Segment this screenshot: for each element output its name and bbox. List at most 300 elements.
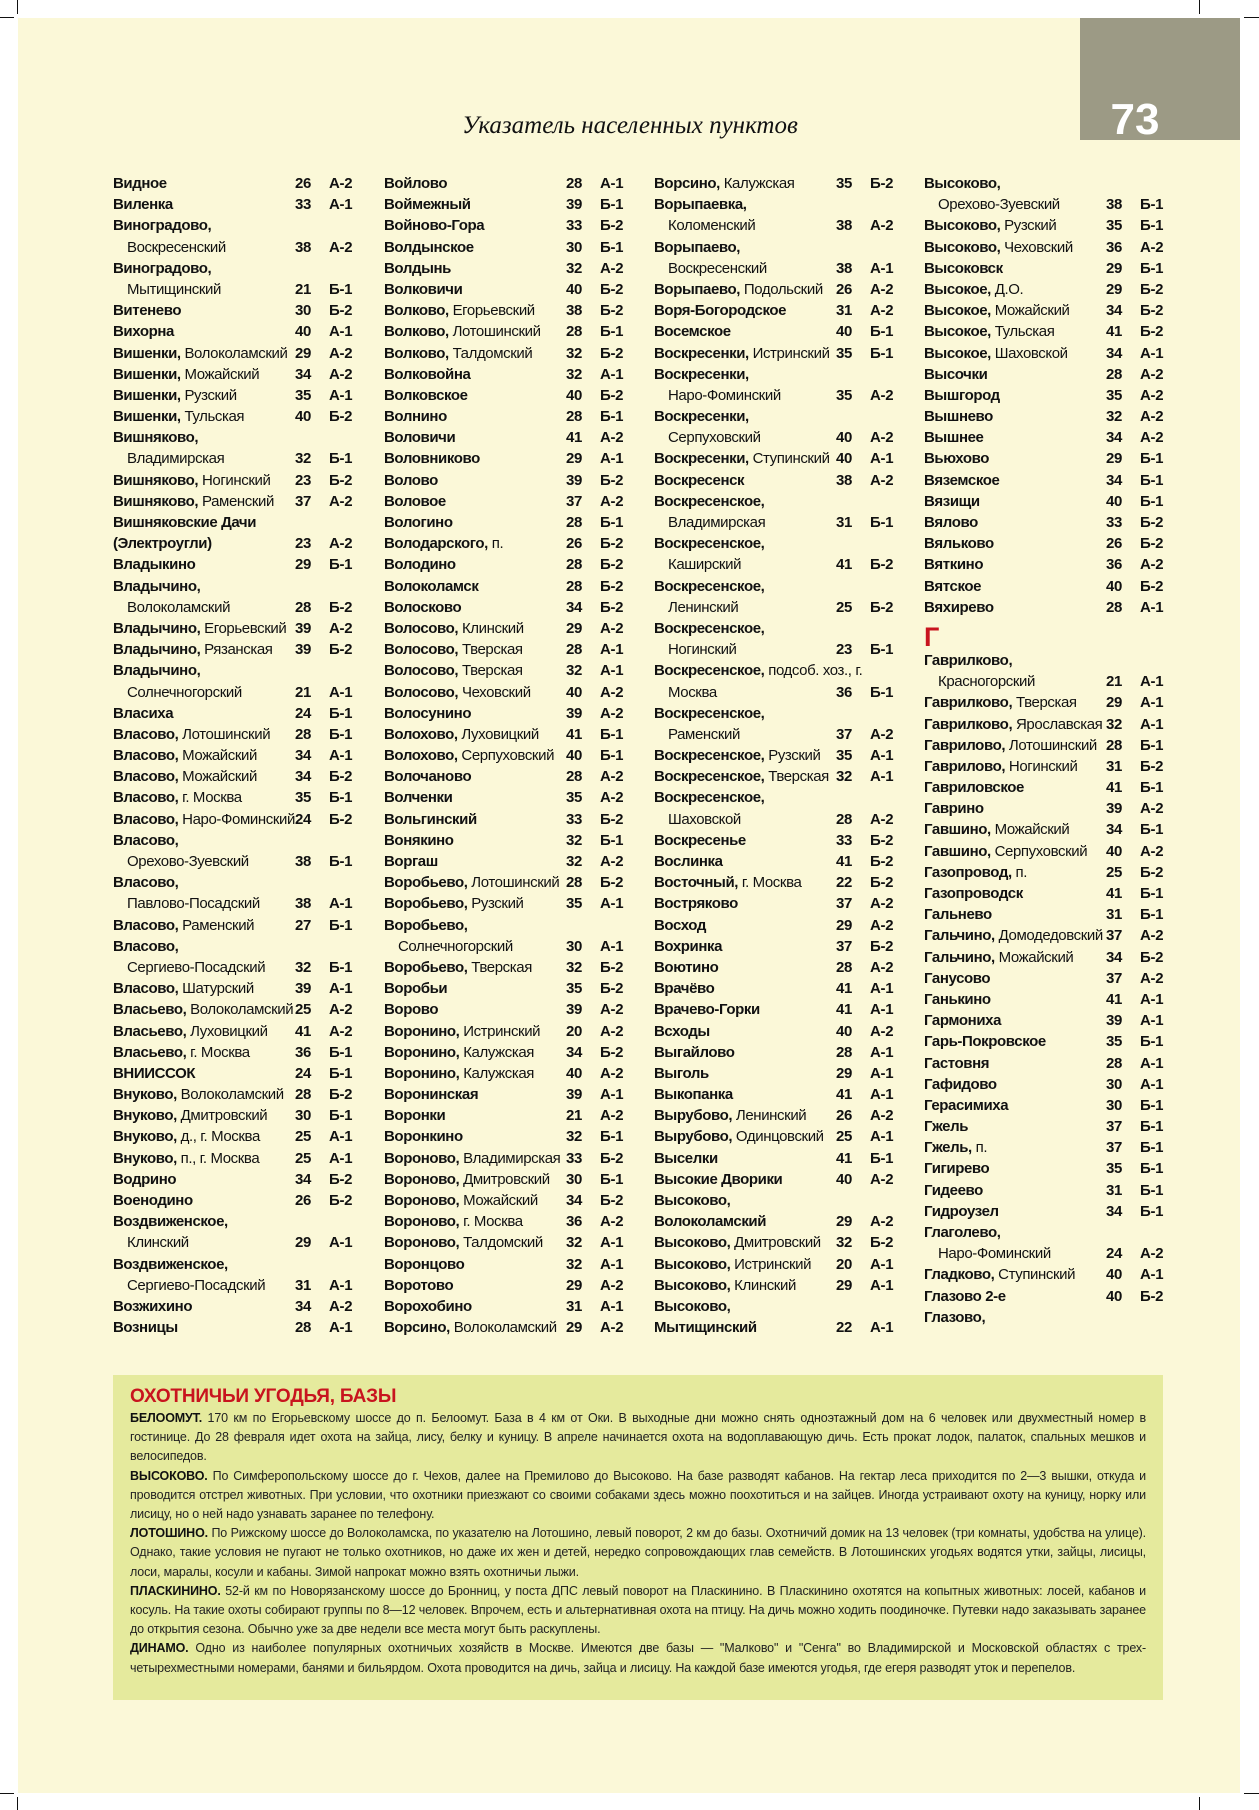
entry-name [384, 830, 566, 851]
grid-square: А-2 [329, 492, 353, 510]
map-page: 26 [836, 280, 853, 298]
map-page: 32 [566, 259, 583, 277]
grid-square: А-2 [1140, 1245, 1164, 1263]
index-entry [384, 978, 640, 999]
map-page: 37 [1106, 927, 1123, 945]
district-name: Подольский [743, 280, 823, 298]
index-entry [384, 1232, 640, 1253]
index-entry [654, 1190, 910, 1211]
grid-square: Б-1 [870, 641, 894, 659]
place-name: Газопроводск [924, 885, 1023, 902]
district-name: подсоб. хоз., г. [768, 662, 863, 680]
grid-square: Б-1 [870, 323, 894, 341]
index-entry [113, 470, 369, 491]
entry-name [924, 321, 1106, 342]
entry-name [113, 576, 295, 597]
district-name: Рузский [1004, 217, 1057, 235]
index-entry [654, 1296, 910, 1317]
entry-name [384, 766, 566, 787]
index-entry [924, 819, 1180, 840]
place-name: Вяземское [924, 471, 1000, 489]
index-entry [384, 406, 640, 427]
district-name: Лотошинский [182, 725, 271, 743]
entry-name [384, 915, 566, 936]
entry-name [924, 1074, 1106, 1095]
entry-name [924, 1222, 1106, 1243]
entry-name [654, 1190, 836, 1211]
place-name: Вологино [384, 514, 453, 531]
index-entry [654, 215, 910, 236]
map-page: 38 [836, 471, 853, 489]
entry-name [384, 1232, 566, 1253]
entry-name [384, 1254, 566, 1275]
map-page: 31 [836, 302, 853, 320]
index-entry [654, 978, 910, 999]
place-name: Мытищинский [654, 1319, 757, 1337]
grid-square: А-1 [600, 365, 624, 383]
map-page: 25 [836, 598, 853, 616]
map-page: 40 [1106, 1287, 1123, 1305]
place-name: Воютино [654, 958, 719, 976]
place-name: Глазово 2-е [924, 1287, 1006, 1305]
map-page: 32 [566, 365, 583, 383]
map-page: 23 [295, 471, 312, 489]
grid-square: А-2 [1140, 800, 1164, 818]
hunting-item-name: ДИНАМО. [130, 1641, 189, 1656]
grid-square: Б-1 [329, 853, 353, 870]
grid-square: А-1 [870, 1086, 894, 1104]
grid-square: А-1 [1140, 694, 1164, 712]
index-entry [113, 936, 369, 957]
map-page: 41 [836, 556, 853, 574]
map-page: 35 [295, 386, 312, 404]
index-entry [924, 841, 1180, 862]
entry-name [113, 745, 295, 766]
entry-name [384, 1190, 566, 1211]
place-name: Власово, [113, 725, 179, 743]
grid-square: Б-1 [1140, 1118, 1164, 1136]
grid-square: А-2 [870, 1022, 894, 1040]
district-name: Истринский [463, 1022, 541, 1040]
index-entry [113, 1169, 369, 1190]
index-entry [924, 597, 1180, 618]
place-name: Высокое, [924, 323, 991, 341]
grid-square: Б-1 [1140, 471, 1164, 489]
map-page: 33 [836, 831, 853, 849]
index-entry [113, 618, 369, 639]
place-name: Воскресенки, [654, 450, 749, 468]
map-page: 24 [1106, 1245, 1123, 1263]
map-page: 21 [566, 1107, 583, 1125]
grid-square: А-2 [1140, 429, 1164, 447]
district-name: Шаховской [668, 810, 741, 828]
index-column-1 [113, 173, 369, 1338]
grid-square: А-2 [1140, 386, 1164, 404]
place-name: Воскресенки, [654, 365, 749, 383]
index-entry [924, 279, 1180, 300]
place-name: Возжихино [113, 1297, 193, 1315]
map-page: 33 [1106, 514, 1123, 531]
entry-name [654, 1063, 836, 1084]
district-name: Павлово-Посадский [127, 895, 260, 913]
map-page: 40 [1106, 577, 1123, 595]
place-name: Воробьево, [384, 958, 468, 976]
index-entry [924, 533, 1180, 554]
place-name: Воронинская [384, 1086, 479, 1104]
map-page: 31 [566, 1297, 583, 1315]
grid-square: Б-2 [600, 556, 624, 574]
district-name: Истринский [734, 1255, 812, 1273]
grid-square: Б-1 [329, 916, 353, 934]
grid-square: А-1 [329, 1276, 353, 1294]
entry-name [924, 279, 1106, 300]
map-page: 39 [295, 980, 312, 998]
map-page: 41 [836, 1086, 853, 1104]
index-entry [924, 470, 1180, 491]
entry-name [384, 300, 566, 321]
map-page: 22 [836, 1319, 853, 1337]
entry-name [384, 194, 566, 215]
place-name: Воронино, [384, 1022, 460, 1040]
crop-mark [1199, 0, 1200, 14]
index-entry [384, 787, 640, 808]
district-name: Одинцовский [735, 1128, 824, 1146]
grid-square: А-1 [1140, 598, 1164, 616]
grid-square: Б-2 [329, 471, 353, 489]
map-page: 36 [1106, 238, 1123, 256]
index-entry [924, 300, 1180, 321]
index-entry [924, 364, 1180, 385]
grid-square: Б-2 [870, 937, 894, 955]
index-entry [113, 385, 369, 406]
index-entry [113, 1254, 369, 1275]
entry-name [924, 650, 1106, 671]
place-name: Волосово, [384, 662, 459, 680]
place-name: Гальчино, [924, 927, 995, 945]
place-name: Володарского, [384, 535, 488, 553]
place-name: Власьево, [113, 1022, 187, 1040]
map-page: 37 [1106, 969, 1123, 987]
hunting-item-text: По Рижскому шоссе до Волоколамска, по указателю на Лотошино, левый поворот, 2 км до базы. Охотничий домик на 13 человек (три комнаты, удобства на улице). Однако, такие условия не пугают не только охотников, но даже их жен и детей, нередко сопровождающих глав семейств. В Лотошинских угодьях водятся утки, зайцы, лисицы, лоси, маралы, косули и кабаны. Зимой напрокат можно взять охотничьи лыжи. [130, 1526, 1146, 1579]
index-entry [924, 714, 1180, 735]
map-page: 30 [566, 937, 583, 955]
entry-name [127, 851, 309, 872]
index-entry [384, 766, 640, 787]
district-name: п., г. Москва [180, 1149, 260, 1167]
grid-square: А-2 [600, 704, 624, 722]
district-name: Луховицкий [190, 1022, 268, 1040]
district-name: Раменский [182, 916, 255, 934]
index-entry [113, 491, 369, 512]
place-name: Ворово [384, 1001, 439, 1019]
place-name: Володино [384, 556, 456, 574]
grid-square: А-2 [1140, 238, 1164, 256]
index-entry [654, 1169, 910, 1190]
place-name: Власьево, [113, 1001, 187, 1019]
grid-square: Б-2 [1140, 948, 1164, 966]
index-entry [654, 427, 910, 448]
index-entry [384, 1042, 640, 1063]
place-name: Волнино [384, 408, 447, 426]
map-page: 34 [1106, 821, 1123, 839]
entry-name [654, 978, 836, 999]
district-name: Можайский [463, 1192, 538, 1209]
index-entry [384, 343, 640, 364]
index-entry [113, 512, 369, 533]
map-page: 38 [295, 853, 312, 870]
entry-name [384, 512, 566, 533]
district-name: Егорьевский [204, 619, 287, 637]
index-entry [924, 1158, 1180, 1179]
grid-square: Б-1 [600, 747, 624, 765]
grid-square: А-2 [329, 619, 353, 637]
grid-square: А-1 [600, 662, 624, 680]
place-name: Вослинка [654, 853, 723, 870]
index-entry [654, 915, 910, 936]
district-name: Волоколамский [127, 598, 231, 616]
place-name: Высоково, [654, 1297, 731, 1315]
grid-square: Б-1 [600, 408, 624, 426]
place-name: Воргаш [384, 853, 438, 870]
entry-name [113, 1254, 295, 1275]
map-page: 41 [836, 853, 853, 870]
district-name: Тверская [461, 641, 523, 659]
grid-square: А-2 [600, 1107, 624, 1125]
index-entry [924, 173, 1180, 194]
index-entry [654, 957, 910, 978]
district-name: Наро-Фоминский [938, 1245, 1051, 1263]
district-name: Москва [668, 683, 717, 701]
hunting-item-name: ЛОТОШИНО. [130, 1526, 208, 1541]
district-name: Коломенский [668, 217, 756, 235]
grid-square: Б-2 [600, 280, 624, 298]
map-page: 20 [566, 1022, 583, 1040]
entry-name [384, 1296, 566, 1317]
map-page: 29 [566, 450, 583, 468]
entry-name [113, 999, 295, 1020]
place-name: Возницы [113, 1319, 178, 1337]
place-name: Волдынь [384, 259, 451, 277]
place-name: Вихорна [113, 323, 174, 341]
index-entry [384, 194, 640, 215]
grid-square: Б-2 [870, 831, 894, 849]
index-entry [654, 809, 910, 830]
map-page: 36 [1106, 556, 1123, 574]
index-entry [654, 385, 910, 406]
place-name: Ганусово [924, 969, 991, 987]
map-page: 30 [566, 238, 583, 256]
index-entry [654, 851, 910, 872]
grid-square: Б-2 [1140, 535, 1164, 553]
district-name: Тверская [471, 958, 532, 976]
entry-name [924, 1116, 1106, 1137]
map-page: 41 [836, 1001, 853, 1019]
district-name: Каширский [668, 556, 742, 574]
map-page: 23 [295, 535, 312, 553]
place-name: Воротово [384, 1276, 454, 1294]
grid-square: А-1 [600, 937, 624, 955]
map-page: 30 [566, 1170, 583, 1188]
entry-name [924, 427, 1106, 448]
index-entry [654, 618, 910, 639]
index-entry [654, 343, 910, 364]
index-entry [384, 872, 640, 893]
map-page: 28 [836, 1043, 853, 1061]
entry-name [654, 703, 836, 724]
place-name: Волосово, [384, 641, 459, 659]
district-name: Рязанская [204, 641, 273, 659]
grid-square: А-2 [1140, 842, 1164, 860]
map-page: 29 [836, 1213, 853, 1231]
place-name: Вороново, [384, 1192, 460, 1209]
grid-square: Б-1 [870, 514, 894, 531]
district-name: Можайский [184, 365, 260, 383]
district-name: Тульская [994, 323, 1055, 341]
grid-square: А-1 [1140, 344, 1164, 362]
map-page: 30 [295, 1107, 312, 1125]
grid-square: А-1 [600, 450, 624, 468]
index-entry [654, 470, 910, 491]
map-page: 28 [295, 725, 312, 743]
map-page: 32 [295, 450, 312, 468]
index-entry [113, 427, 369, 448]
grid-square: Б-1 [870, 1149, 894, 1167]
grid-square: Б-2 [870, 874, 894, 892]
grid-square: Б-1 [329, 789, 353, 807]
entry-name [384, 893, 566, 914]
grid-square: А-1 [1140, 1075, 1164, 1093]
entry-name [113, 364, 295, 385]
map-page: 39 [295, 619, 312, 637]
place-name: Высокое, [924, 280, 991, 298]
grid-square: А-1 [1140, 715, 1164, 733]
grid-square: А-1 [329, 1234, 353, 1252]
index-entry [384, 533, 640, 554]
grid-square: Б-2 [1140, 280, 1164, 298]
entry-name [113, 512, 295, 533]
grid-square: Б-1 [600, 196, 624, 214]
index-entry [924, 554, 1180, 575]
index-entry [924, 258, 1180, 279]
entry-name [654, 660, 863, 681]
grid-square: Б-1 [600, 323, 624, 341]
index-entry [654, 1105, 910, 1126]
district-name: Калужская [723, 175, 795, 192]
map-page: 28 [566, 408, 583, 426]
place-name: Воробьево, [384, 916, 468, 934]
index-entry [924, 798, 1180, 819]
place-name: Вырубово, [654, 1128, 733, 1146]
district-name: Ногинский [668, 641, 737, 659]
crop-mark [1244, 17, 1259, 18]
grid-square: А-1 [1140, 1266, 1164, 1284]
district-name: Орехово-Зуевский [938, 196, 1060, 214]
index-entry [384, 470, 640, 491]
index-entry [654, 279, 910, 300]
index-entry [113, 321, 369, 342]
index-entry [924, 1031, 1180, 1052]
index-entry [654, 1063, 910, 1084]
place-name: Вишенки, [113, 344, 181, 362]
map-page: 28 [566, 323, 583, 341]
place-name: Гавриловское [924, 779, 1024, 797]
map-page: 37 [1106, 1118, 1123, 1136]
map-page: 28 [295, 1319, 312, 1337]
index-entry [384, 999, 640, 1020]
place-name: Гавшино, [924, 821, 991, 839]
entry-name [668, 597, 850, 618]
map-page: 32 [566, 853, 583, 870]
entry-name [384, 279, 566, 300]
map-page: 40 [836, 1022, 853, 1040]
place-name: Гальнево [924, 906, 992, 924]
grid-square: Б-2 [1140, 863, 1164, 881]
entry-name [924, 533, 1106, 554]
grid-square: Б-1 [329, 725, 353, 743]
place-name: Высокое, [924, 302, 991, 320]
grid-square: Б-1 [1140, 1096, 1164, 1114]
entry-name [127, 237, 309, 258]
grid-square: Б-1 [1140, 492, 1164, 510]
map-page: 28 [836, 810, 853, 828]
map-page: 41 [1106, 885, 1123, 902]
map-page: 32 [295, 958, 312, 976]
place-name: Высоково, [654, 1255, 731, 1273]
map-page: 37 [836, 725, 853, 743]
index-entry [654, 300, 910, 321]
grid-square: А-1 [870, 259, 894, 277]
grid-square: А-1 [329, 980, 353, 998]
grid-square: Б-2 [600, 217, 624, 235]
index-entry [384, 1021, 640, 1042]
index-entry [924, 215, 1180, 236]
entry-name [113, 1105, 295, 1126]
index-entry [113, 576, 369, 597]
entry-name [127, 682, 309, 703]
entry-name [654, 1042, 836, 1063]
entry-name [654, 766, 836, 787]
place-name: Вишенки, [113, 408, 181, 426]
entry-name [384, 576, 566, 597]
entry-name [113, 343, 295, 364]
grid-square: А-1 [600, 1234, 624, 1252]
map-page: 32 [566, 958, 583, 976]
grid-square: Б-2 [329, 1192, 353, 1209]
index-entry [654, 936, 910, 957]
place-name: Воря-Богородское [654, 302, 787, 320]
index-entry [384, 1169, 640, 1190]
index-entry [384, 639, 640, 660]
index-entry [384, 258, 640, 279]
district-name: Чеховский [461, 683, 531, 701]
entry-name [654, 1126, 836, 1147]
place-name: Вишняково, [113, 471, 199, 489]
place-name: Воскресенское, [654, 535, 765, 553]
place-name: Высоково, [924, 217, 1001, 235]
crop-mark [0, 1793, 14, 1794]
grid-square: Б-2 [600, 980, 624, 998]
map-page: 29 [295, 344, 312, 362]
grid-square: А-2 [870, 1213, 894, 1231]
entry-name [924, 1307, 1106, 1328]
grid-square: А-2 [1140, 556, 1164, 574]
district-name: Можайский [998, 948, 1074, 966]
place-name: Гарь-Покровское [924, 1033, 1046, 1051]
entry-name [668, 724, 850, 745]
hunting-item [130, 1409, 1146, 1467]
entry-name [668, 809, 850, 830]
place-name: Глаголево, [924, 1224, 1001, 1241]
